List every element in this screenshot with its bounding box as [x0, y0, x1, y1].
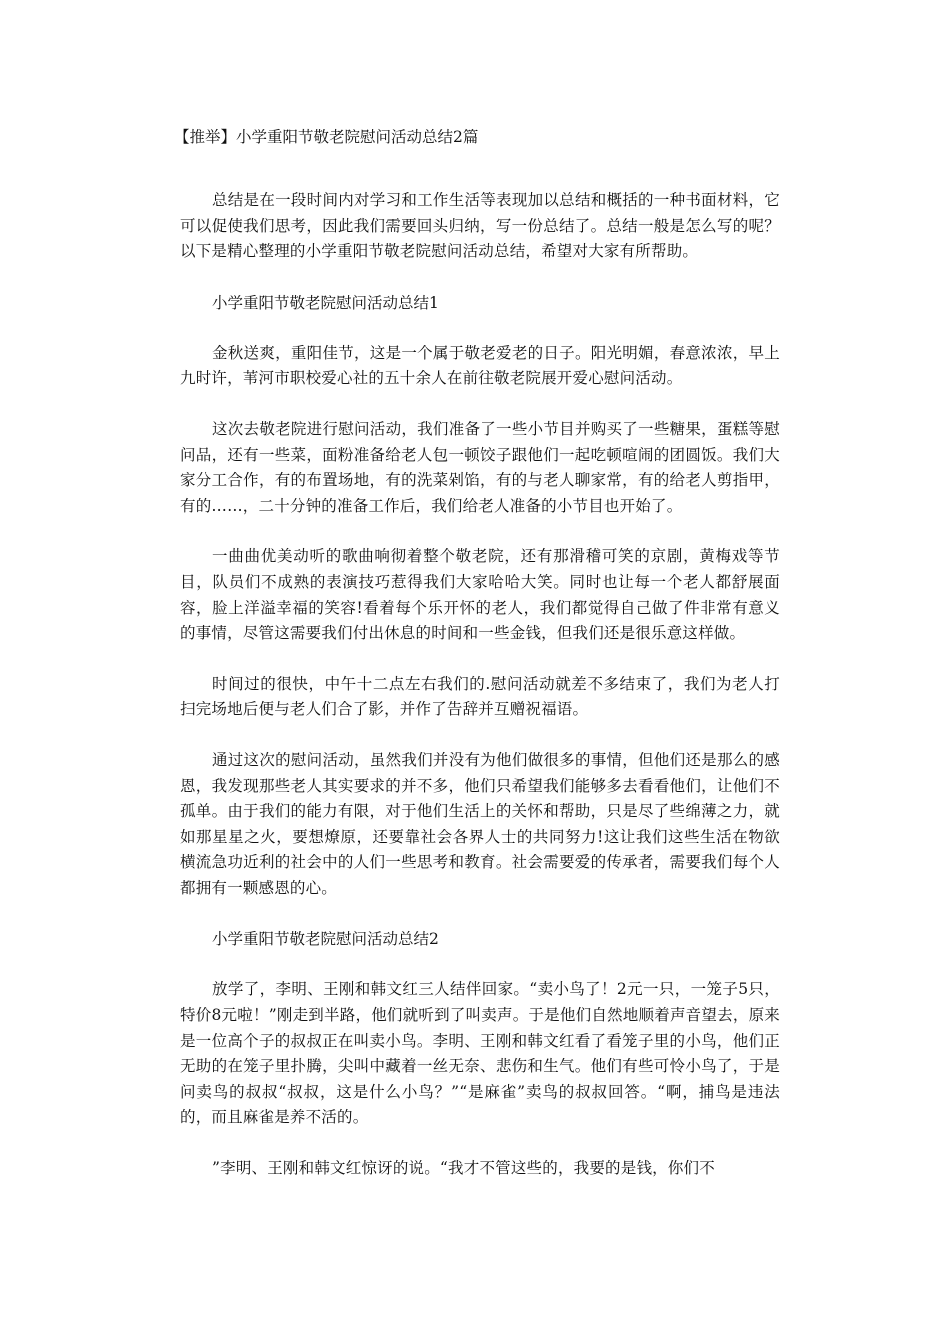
section-1-paragraph: 金秋送爽，重阳佳节，这是一个属于敬老爱老的日子。阳光明媚，春意浓浓，早上九时许，苇河市职校爱心社的五十余人在前往敬老院展开爱心慰问活动。	[180, 343, 780, 388]
section-1-paragraph: 通过这次的慰问活动，虽然我们并没有为他们做很多的事情，但他们还是那么的感恩，我发现那些老人其实要求的并不多，他们只希望我们能够多去看看他们，让他们不孤单。由于我们的能力有限，对于他们生活上的关怀和帮助，只是尽了些绵薄之力，就如那星星之火，要想燎原，还要靠社会各界人士的共同努力!这让我们这些生活在物欲横流急功近利的社会中的人们一些思考和教育。社会需要爱的传承者，需要我们每个人都拥有一颗感恩的心。	[180, 750, 780, 897]
intro-paragraph: 总结是在一段时间内对学习和工作生活等表现加以总结和概括的一种书面材料，它可以促使我们思考，因此我们需要回头归纳，写一份总结了。总结一般是怎么写的呢？以下是精心整理的小学重阳节敬老院慰问活动总结，希望对大家有所帮助。	[180, 191, 780, 261]
section-1-paragraph: 一曲曲优美动听的歌曲响彻着整个敬老院，还有那滑稽可笑的京剧，黄梅戏等节目，队员们不成熟的表演技巧惹得我们大家哈哈大笑。同时也让每一个老人都舒展面容，脸上洋溢幸福的笑容!看着每个乐开怀的老人，我们都觉得自己做了件非常有意义的事情，尽管这需要我们付出休息的时间和一些金钱，但我们还是很乐意这样做。	[180, 547, 780, 643]
section-1-paragraph: 这次去敬老院进行慰问活动，我们准备了一些小节目并购买了一些糖果，蛋糕等慰问品，还有一些菜，面粉准备给老人包一顿饺子跟他们一起吃顿喧闹的团圆饭。我们大家分工合作，有的布置场地，有的洗菜剁馅，有的与老人聊家常，有的给老人剪指甲，有的……，二十分钟的准备工作后，我们给老人准备的小节目也开始了。	[180, 419, 780, 515]
section-2-paragraph: ”李明、王刚和韩文红惊讶的说。“我才不管这些的，我要的是钱，你们不	[212, 1159, 715, 1178]
document-title: 【推举】小学重阳节敬老院慰问活动总结2篇	[174, 128, 479, 146]
section-1-heading: 小学重阳节敬老院慰问活动总结1	[212, 293, 439, 312]
document-body	[174, 124, 780, 1207]
section-2-paragraph: 放学了，李明、王刚和韩文红三人结伴回家。“卖小鸟了！2元一只，一笼子5只，特价8元啦！”刚走到半路，他们就听到了叫卖声。于是他们自然地顺着声音望去，原来是一位高个子的叔叔正在叫卖小鸟。李明、王刚和韩文红看了看笼子里的小鸟，他们正无助的在笼子里扑腾，尖叫中藏着一丝无奈、悲伤和生气。他们有些可怜小鸟了，于是问卖鸟的叔叔“叔叔，这是什么小鸟？”“是麻雀”卖鸟的叔叔回答。“啊，捕鸟是违法的，而且麻雀是养不活的。	[180, 980, 780, 1127]
section-1-paragraph: 时间过的很快，中午十二点左右我们的.慰问活动就差不多结束了，我们为老人打扫完场地后便与老人们合了影，并作了告辞并互赠祝福语。	[180, 674, 780, 719]
section-2-heading: 小学重阳节敬老院慰问活动总结2	[212, 930, 439, 949]
